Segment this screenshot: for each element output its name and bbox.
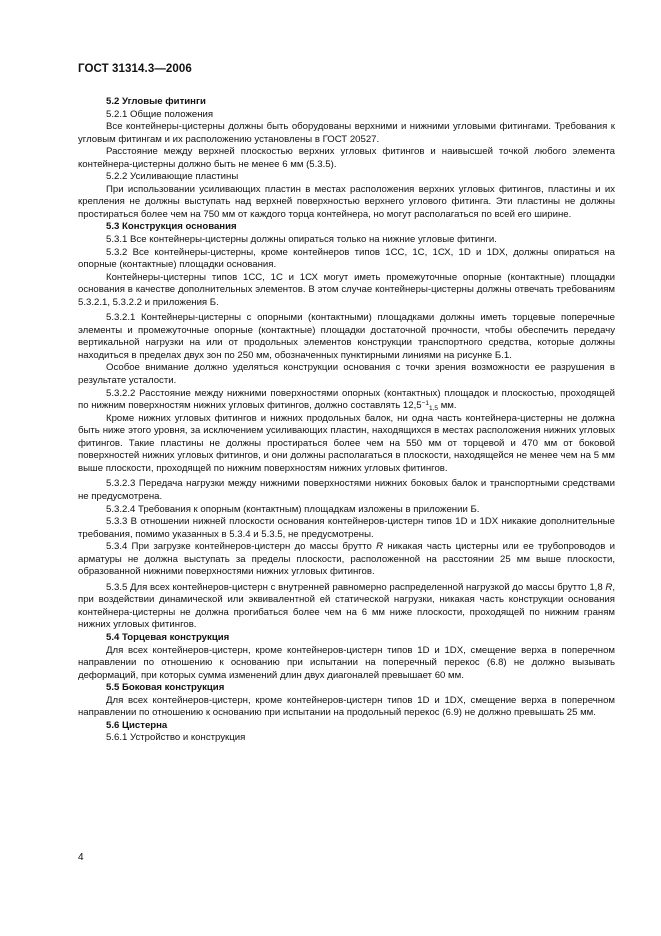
paragraph: 5.3.2 Все контейнеры-цистерны, кроме контейнеров типов 1СС, 1С, 1СХ, 1D и 1DX, должны опираться на опорные (контактные) площадки основания. (78, 246, 615, 271)
tolerance-lower: 1,5 (429, 405, 439, 413)
paragraph: Кроме нижних угловых фитингов и нижних продольных балок, ни одна часть контейнера-цистерны не должна быть ниже этого уровня, за исключением усиливающих пластин, находящихся в местах расположения нижних угловых фитингов. Такие пластины не должны простираться более чем на 550 мм от торцевой и 470 мм от боковой поверхностей нижних угловых фитингов, и они должны располагаться в плоскости, находящейся не менее чем на 5 мм выше плоскости, проходящей по нижним поверхностям нижних угловых фитингов. (78, 412, 615, 474)
paragraph: Особое внимание должно уделяться конструкции основания с точки зрения возможности ее разрушения в результате усталости. (78, 362, 615, 387)
paragraph: 5.3.2.4 Требования к опорным (контактным) площадкам изложены в приложении Б. (106, 503, 480, 515)
section-heading: 5.4 Торцевая конструкция (106, 631, 230, 643)
section-heading: 5.3 Конструкция основания (106, 221, 237, 233)
section-heading: 5.2 Угловые фитинги (106, 96, 206, 107)
paragraph: Контейнеры-цистерны типов 1СС, 1С и 1СХ могут иметь промежуточные опорные (контактные) площадки основания в качестве дополнительных элементов. В этом случае контейнеры-цистерны должны отвечать требованиям 5.3.2.1, 5.3.2.2 и приложения Б. (78, 271, 615, 308)
paragraph: 5.3.2.3 Передача нагрузки между нижними поверхностями нижних боковых балок и транспортными средствами не предусмотрена. (78, 478, 615, 502)
paragraph-text: мм. (438, 400, 457, 412)
paragraph (78, 582, 615, 632)
symbol-r: R (376, 541, 384, 553)
paragraph: Все контейнеры-цистерны должны быть оборудованы верхними и нижними угловыми фитингами. Требования к угловым фитингам и их расположению установлены в ГОСТ 20527. (78, 121, 615, 145)
paragraph-text: 5.3.4 При загрузке контейнеров-цистерн до массы брутто (106, 541, 377, 553)
subsection-heading: 5.2.1 Общие положения (106, 108, 214, 120)
paragraph-text: 5.3.2.2 Расстояние между нижними поверхностями опорных (контактных) площадок и плоскостью, проходящей по нижним поверхностям нижних угловых фитингов, должно составлять 12,5 (78, 387, 615, 412)
paragraph-text: , при воздействии динамической или эквивалентной ей статической нагрузки, никакая часть конструкции основания контейнера-цистерны не должна прогибаться более чем на 6 мм ниже плоскости, проходящей по нижним граням нижних угловых фитингов. (78, 581, 615, 631)
tolerance-upper: −1 (421, 400, 429, 408)
subsection-heading: 5.2.2 Усиливающие пластины (106, 171, 239, 183)
section-heading: 5.6 Цистерна (106, 719, 168, 731)
paragraph (78, 541, 615, 579)
page-number: 4 (78, 852, 84, 863)
document-body (78, 96, 615, 745)
document-header: ГОСТ 31314.3—2006 (78, 63, 192, 75)
paragraph: Для всех контейнеров-цистерн, кроме контейнеров-цистерн типов 1D и 1DX, смещение верха в поперечном направлении по отношению к основанию при испытании на продольный перекос (6.9) не должно превышать 25 мм. (78, 694, 615, 719)
paragraph: 5.3.1 Все контейнеры-цистерны должны опираться только на нижние угловые фитинги. (106, 234, 497, 246)
paragraph (78, 388, 615, 413)
paragraph: Расстояние между верхней плоскостью верхних угловых фитингов и наивысшей точкой любого элемента контейнера-цистерны должно быть не менее 6 мм (5.3.5). (78, 146, 615, 170)
symbol-r: R (605, 581, 613, 593)
paragraph: 5.3.2.1 Контейнеры-цистерны с опорными (контактными) площадками должны иметь торцевые поперечные элементы и промежуточные опорные (контактные) площадки достаточной прочности, чтобы обеспечить передачу вертикальной нагрузки на или от продольных элементов конструкции транспортного средства, которые должны находиться в пределах двух зон по 250 мм, обозначенных пунктирными линиями на рисунке Б.1. (78, 312, 615, 361)
subsection-heading: 5.6.1 Устройство и конструкция (106, 732, 246, 744)
section-heading: 5.5 Боковая конструкция (106, 682, 225, 694)
paragraph: 5.3.3 В отношении нижней плоскости основания контейнеров-цистерн типов 1D и 1DX никакие дополнительные требования, помимо указанных в 5.3.4 и 5.3.5, не предусмотрены. (78, 516, 615, 540)
paragraph-text: 5.3.5 Для всех контейнеров-цистерн с внутренней равномерно распределенной нагрузкой до массы брутто 1,8 (106, 581, 606, 593)
paragraph: При использовании усиливающих пластин в местах расположения верхних угловых фитингов, пластины и их крепления не должны выступать над верхней поверхностью верхнего углового фитинга. Эти пластины не должны простираться более чем на 750 мм от каждого торца контейнера, но могут располагаться по всей его ширине. (78, 183, 615, 220)
paragraph-text: никакая часть цистерны или ее трубопроводов и арматуры не должна выступать за пределы плоскости, расположенной на расстоянии 25 мм выше плоскости, образованной нижними поверхностями нижних угловых фитингов. (78, 541, 615, 578)
paragraph: Для всех контейнеров-цистерн, кроме контейнеров-цистерн типов 1D и 1DX, смещение верха в поперечном направлении по отношению к основанию при испытании на поперечный перекос (6.8) не должно вызывать деформаций, при которых сумма изменений длин двух диагоналей превышает 60 мм. (78, 644, 615, 681)
